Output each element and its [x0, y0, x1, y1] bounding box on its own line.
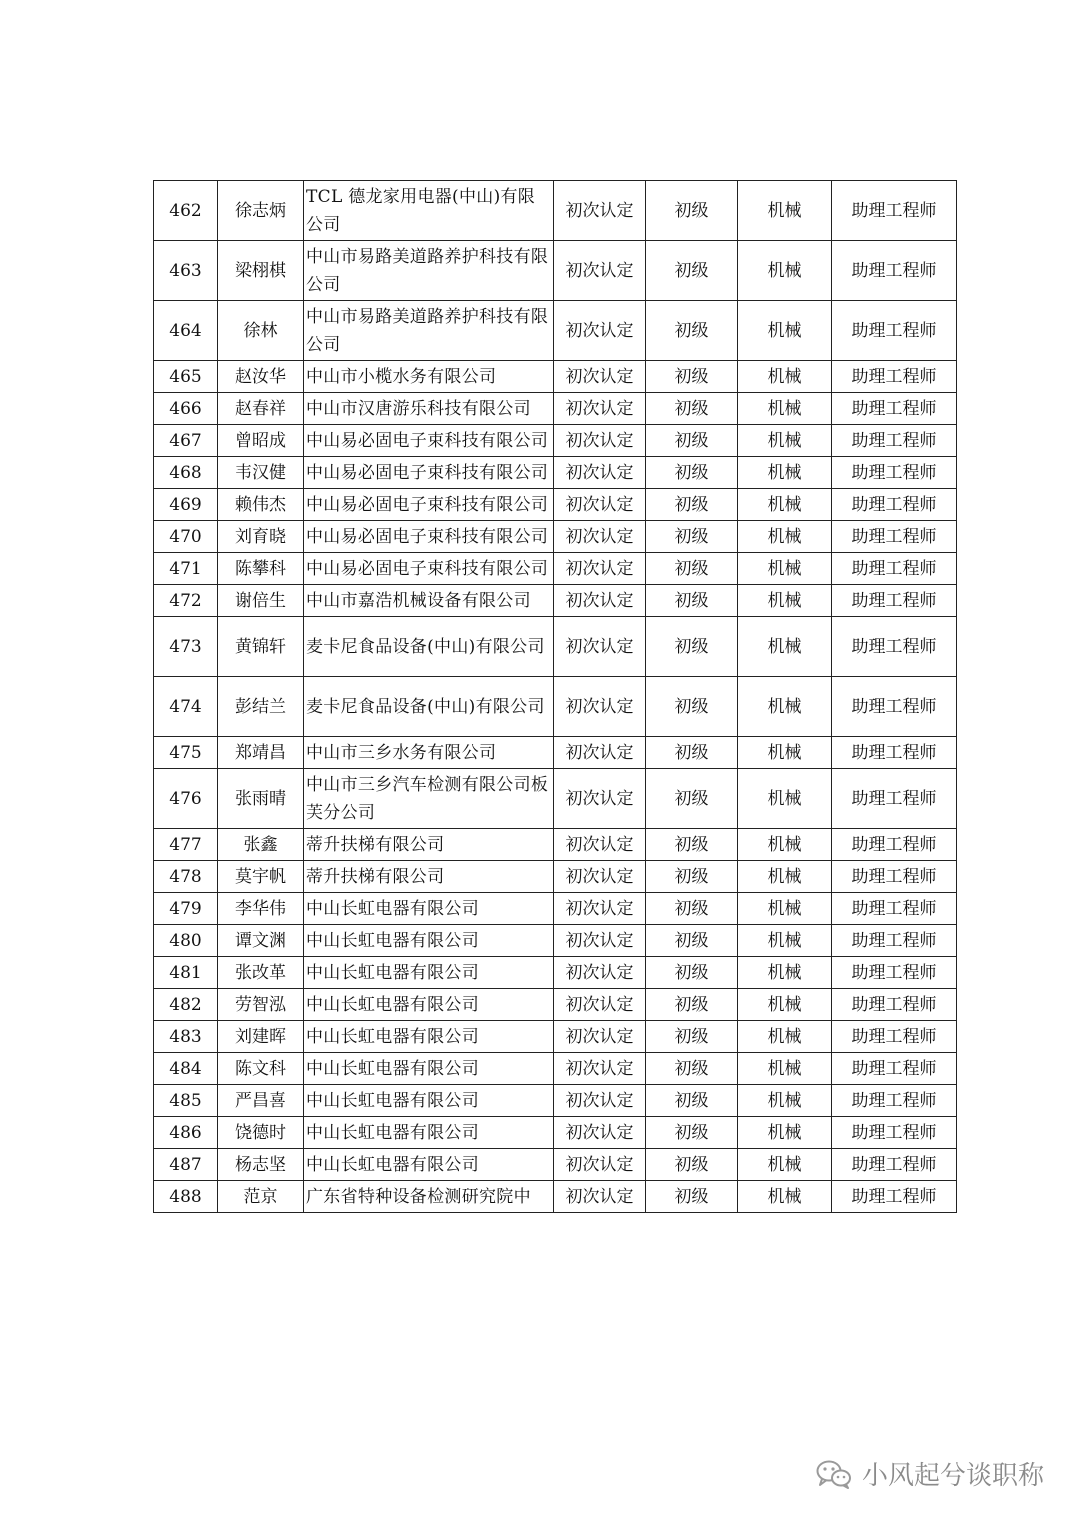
cell-assessment-type: 初次认定	[554, 989, 646, 1021]
table-row	[154, 181, 957, 241]
cell-number: 465	[154, 361, 218, 393]
table-row	[154, 1021, 957, 1053]
cell-field: 机械	[738, 181, 832, 241]
cell-number: 479	[154, 893, 218, 925]
table-row	[154, 957, 957, 989]
cell-assessment-type: 初次认定	[554, 361, 646, 393]
cell-level: 初级	[646, 1085, 738, 1117]
cell-title: 助理工程师	[832, 893, 957, 925]
table-row	[154, 457, 957, 489]
cell-company: 中山易必固电子束科技有限公司	[304, 553, 554, 585]
cell-name: 张雨晴	[218, 769, 304, 829]
cell-assessment-type: 初次认定	[554, 769, 646, 829]
table-row	[154, 737, 957, 769]
cell-company: 中山长虹电器有限公司	[304, 957, 554, 989]
table-row	[154, 301, 957, 361]
table-row	[154, 893, 957, 925]
cell-title: 助理工程师	[832, 957, 957, 989]
cell-assessment-type: 初次认定	[554, 1117, 646, 1149]
cell-level: 初级	[646, 301, 738, 361]
cell-name: 赵春祥	[218, 393, 304, 425]
cell-assessment-type: 初次认定	[554, 241, 646, 301]
cell-title: 助理工程师	[832, 521, 957, 553]
cell-level: 初级	[646, 677, 738, 737]
table-row	[154, 925, 957, 957]
cell-title: 助理工程师	[832, 677, 957, 737]
cell-field: 机械	[738, 521, 832, 553]
cell-name: 刘育晓	[218, 521, 304, 553]
cell-name: 刘建晖	[218, 1021, 304, 1053]
cell-number: 472	[154, 585, 218, 617]
table-body	[154, 181, 957, 1213]
cell-level: 初级	[646, 393, 738, 425]
cell-name: 谭文渊	[218, 925, 304, 957]
cell-number: 463	[154, 241, 218, 301]
cell-company: 中山市易路美道路养护科技有限公司	[304, 301, 554, 361]
cell-company: 中山长虹电器有限公司	[304, 1149, 554, 1181]
cell-company: 中山易必固电子束科技有限公司	[304, 425, 554, 457]
table-row	[154, 829, 957, 861]
cell-name: 陈攀科	[218, 553, 304, 585]
cell-level: 初级	[646, 957, 738, 989]
table-row	[154, 1117, 957, 1149]
cell-field: 机械	[738, 553, 832, 585]
cell-field: 机械	[738, 1181, 832, 1213]
cell-assessment-type: 初次认定	[554, 553, 646, 585]
cell-number: 477	[154, 829, 218, 861]
table-row	[154, 489, 957, 521]
cell-number: 487	[154, 1149, 218, 1181]
cell-title: 助理工程师	[832, 489, 957, 521]
cell-name: 饶德时	[218, 1117, 304, 1149]
cell-company: 中山易必固电子束科技有限公司	[304, 489, 554, 521]
cell-title: 助理工程师	[832, 989, 957, 1021]
cell-company: 中山市三乡汽车检测有限公司板芙分公司	[304, 769, 554, 829]
cell-name: 徐志炳	[218, 181, 304, 241]
cell-assessment-type: 初次认定	[554, 1021, 646, 1053]
cell-title: 助理工程师	[832, 1021, 957, 1053]
cell-title: 助理工程师	[832, 1181, 957, 1213]
cell-name: 劳智泓	[218, 989, 304, 1021]
cell-level: 初级	[646, 925, 738, 957]
cell-title: 助理工程师	[832, 925, 957, 957]
cell-field: 机械	[738, 585, 832, 617]
cell-level: 初级	[646, 1149, 738, 1181]
cell-assessment-type: 初次认定	[554, 617, 646, 677]
cell-number: 464	[154, 301, 218, 361]
watermark	[816, 1455, 1044, 1492]
cell-number: 483	[154, 1021, 218, 1053]
table-row	[154, 1149, 957, 1181]
cell-assessment-type: 初次认定	[554, 1053, 646, 1085]
cell-number: 473	[154, 617, 218, 677]
cell-field: 机械	[738, 769, 832, 829]
cell-number: 470	[154, 521, 218, 553]
cell-title: 助理工程师	[832, 241, 957, 301]
cell-field: 机械	[738, 425, 832, 457]
table-row	[154, 1181, 957, 1213]
cell-company: TCL 德龙家用电器(中山)有限公司	[304, 181, 554, 241]
cell-title: 助理工程师	[832, 585, 957, 617]
cell-name: 莫宇帆	[218, 861, 304, 893]
cell-company: 中山易必固电子束科技有限公司	[304, 521, 554, 553]
table-row	[154, 361, 957, 393]
cell-assessment-type: 初次认定	[554, 1149, 646, 1181]
wechat-icon	[816, 1459, 852, 1489]
cell-level: 初级	[646, 457, 738, 489]
table-row	[154, 521, 957, 553]
table-row	[154, 393, 957, 425]
cell-assessment-type: 初次认定	[554, 737, 646, 769]
cell-number: 485	[154, 1085, 218, 1117]
cell-company: 广东省特种设备检测研究院中	[304, 1181, 554, 1213]
cell-company: 麦卡尼食品设备(中山)有限公司	[304, 677, 554, 737]
cell-name: 张鑫	[218, 829, 304, 861]
cell-title: 助理工程师	[832, 301, 957, 361]
cell-name: 严昌喜	[218, 1085, 304, 1117]
cell-field: 机械	[738, 457, 832, 489]
cell-assessment-type: 初次认定	[554, 893, 646, 925]
cell-company: 中山易必固电子束科技有限公司	[304, 457, 554, 489]
cell-number: 462	[154, 181, 218, 241]
cell-title: 助理工程师	[832, 361, 957, 393]
cell-level: 初级	[646, 241, 738, 301]
cell-number: 466	[154, 393, 218, 425]
cell-company: 中山市易路美道路养护科技有限公司	[304, 241, 554, 301]
cell-company: 中山市汉唐游乐科技有限公司	[304, 393, 554, 425]
cell-title: 助理工程师	[832, 553, 957, 585]
cell-level: 初级	[646, 1117, 738, 1149]
cell-level: 初级	[646, 1181, 738, 1213]
cell-name: 陈文科	[218, 1053, 304, 1085]
cell-field: 机械	[738, 617, 832, 677]
cell-level: 初级	[646, 361, 738, 393]
cell-company: 中山长虹电器有限公司	[304, 1021, 554, 1053]
cell-assessment-type: 初次认定	[554, 957, 646, 989]
cell-name: 黄锦轩	[218, 617, 304, 677]
cell-company: 中山市嘉浩机械设备有限公司	[304, 585, 554, 617]
cell-level: 初级	[646, 769, 738, 829]
cell-level: 初级	[646, 829, 738, 861]
cell-assessment-type: 初次认定	[554, 301, 646, 361]
table-row	[154, 585, 957, 617]
cell-number: 468	[154, 457, 218, 489]
cell-level: 初级	[646, 425, 738, 457]
cell-number: 486	[154, 1117, 218, 1149]
cell-name: 曾昭成	[218, 425, 304, 457]
cell-company: 中山长虹电器有限公司	[304, 925, 554, 957]
cell-name: 张改革	[218, 957, 304, 989]
cell-assessment-type: 初次认定	[554, 1085, 646, 1117]
cell-assessment-type: 初次认定	[554, 489, 646, 521]
cell-name: 李华伟	[218, 893, 304, 925]
cell-level: 初级	[646, 737, 738, 769]
cell-level: 初级	[646, 861, 738, 893]
cell-field: 机械	[738, 957, 832, 989]
cell-number: 471	[154, 553, 218, 585]
cell-assessment-type: 初次认定	[554, 457, 646, 489]
cell-company: 麦卡尼食品设备(中山)有限公司	[304, 617, 554, 677]
cell-level: 初级	[646, 989, 738, 1021]
cell-company: 中山市小榄水务有限公司	[304, 361, 554, 393]
cell-level: 初级	[646, 1021, 738, 1053]
table-row	[154, 425, 957, 457]
cell-title: 助理工程师	[832, 617, 957, 677]
cell-title: 助理工程师	[832, 861, 957, 893]
cell-title: 助理工程师	[832, 829, 957, 861]
cell-assessment-type: 初次认定	[554, 393, 646, 425]
cell-number: 475	[154, 737, 218, 769]
cell-number: 484	[154, 1053, 218, 1085]
cell-field: 机械	[738, 489, 832, 521]
table-row	[154, 1085, 957, 1117]
cell-level: 初级	[646, 893, 738, 925]
cell-name: 徐林	[218, 301, 304, 361]
cell-name: 郑靖昌	[218, 737, 304, 769]
cell-field: 机械	[738, 677, 832, 737]
table-row	[154, 241, 957, 301]
table-row	[154, 677, 957, 737]
cell-field: 机械	[738, 737, 832, 769]
cell-title: 助理工程师	[832, 457, 957, 489]
cell-number: 467	[154, 425, 218, 457]
cell-field: 机械	[738, 989, 832, 1021]
cell-assessment-type: 初次认定	[554, 925, 646, 957]
cell-name: 彭结兰	[218, 677, 304, 737]
cell-number: 480	[154, 925, 218, 957]
cell-title: 助理工程师	[832, 1149, 957, 1181]
cell-company: 中山长虹电器有限公司	[304, 989, 554, 1021]
cell-assessment-type: 初次认定	[554, 425, 646, 457]
cell-number: 481	[154, 957, 218, 989]
cell-name: 谢倍生	[218, 585, 304, 617]
cell-name: 赖伟杰	[218, 489, 304, 521]
cell-company: 中山长虹电器有限公司	[304, 1117, 554, 1149]
cell-field: 机械	[738, 925, 832, 957]
records-table	[153, 180, 957, 1213]
cell-name: 赵汝华	[218, 361, 304, 393]
cell-company: 中山市三乡水务有限公司	[304, 737, 554, 769]
table-row	[154, 989, 957, 1021]
table-row	[154, 553, 957, 585]
cell-field: 机械	[738, 1149, 832, 1181]
cell-name: 杨志坚	[218, 1149, 304, 1181]
cell-assessment-type: 初次认定	[554, 829, 646, 861]
cell-level: 初级	[646, 553, 738, 585]
cell-title: 助理工程师	[832, 393, 957, 425]
cell-number: 482	[154, 989, 218, 1021]
cell-company: 蒂升扶梯有限公司	[304, 861, 554, 893]
cell-name: 范京	[218, 1181, 304, 1213]
cell-assessment-type: 初次认定	[554, 585, 646, 617]
cell-title: 助理工程师	[832, 737, 957, 769]
cell-company: 中山长虹电器有限公司	[304, 893, 554, 925]
cell-field: 机械	[738, 1085, 832, 1117]
cell-field: 机械	[738, 893, 832, 925]
cell-level: 初级	[646, 585, 738, 617]
cell-assessment-type: 初次认定	[554, 181, 646, 241]
cell-field: 机械	[738, 1117, 832, 1149]
cell-number: 474	[154, 677, 218, 737]
cell-level: 初级	[646, 617, 738, 677]
cell-field: 机械	[738, 393, 832, 425]
table-row	[154, 1053, 957, 1085]
cell-name: 梁栩棋	[218, 241, 304, 301]
cell-number: 478	[154, 861, 218, 893]
table-row	[154, 617, 957, 677]
cell-field: 机械	[738, 829, 832, 861]
cell-level: 初级	[646, 1053, 738, 1085]
cell-company: 中山长虹电器有限公司	[304, 1085, 554, 1117]
table-row	[154, 769, 957, 829]
cell-field: 机械	[738, 241, 832, 301]
cell-title: 助理工程师	[832, 1085, 957, 1117]
cell-title: 助理工程师	[832, 181, 957, 241]
cell-assessment-type: 初次认定	[554, 521, 646, 553]
cell-level: 初级	[646, 181, 738, 241]
cell-title: 助理工程师	[832, 425, 957, 457]
cell-title: 助理工程师	[832, 1053, 957, 1085]
cell-title: 助理工程师	[832, 769, 957, 829]
cell-name: 韦汉健	[218, 457, 304, 489]
cell-assessment-type: 初次认定	[554, 1181, 646, 1213]
cell-field: 机械	[738, 861, 832, 893]
cell-level: 初级	[646, 489, 738, 521]
cell-number: 476	[154, 769, 218, 829]
cell-title: 助理工程师	[832, 1117, 957, 1149]
cell-field: 机械	[738, 1021, 832, 1053]
cell-field: 机械	[738, 301, 832, 361]
watermark-text: 小风起兮谈职称	[861, 1461, 1044, 1491]
cell-company: 中山长虹电器有限公司	[304, 1053, 554, 1085]
cell-number: 488	[154, 1181, 218, 1213]
cell-assessment-type: 初次认定	[554, 677, 646, 737]
cell-field: 机械	[738, 1053, 832, 1085]
cell-level: 初级	[646, 521, 738, 553]
cell-number: 469	[154, 489, 218, 521]
cell-field: 机械	[738, 361, 832, 393]
cell-company: 蒂升扶梯有限公司	[304, 829, 554, 861]
cell-assessment-type: 初次认定	[554, 861, 646, 893]
table-row	[154, 861, 957, 893]
